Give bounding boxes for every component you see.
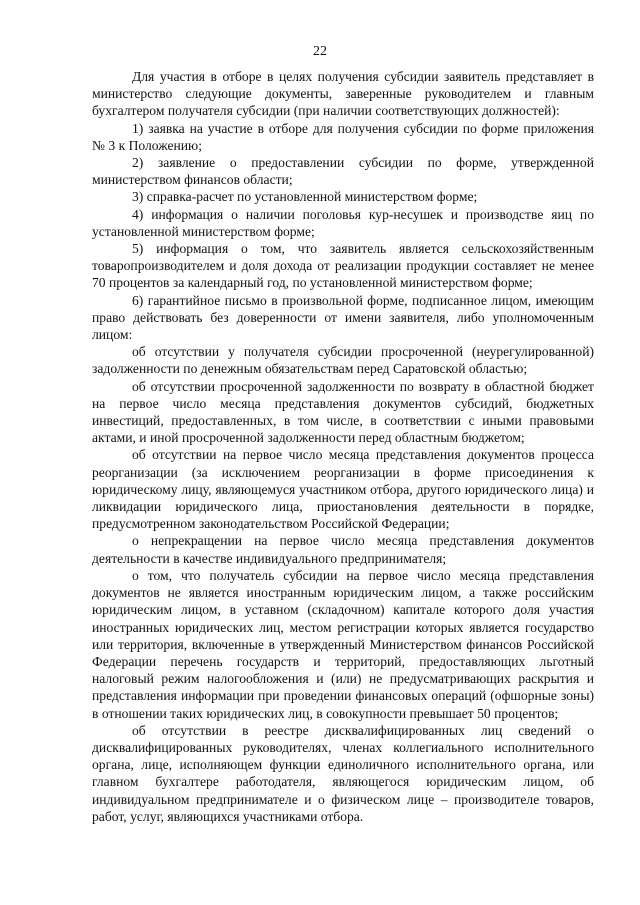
paragraph-intro: Для участия в отборе в целях получения субсидии заявитель представляет в министерство следующие документы, заверенные руководителем и главным бухгалтером получателя субсидии (при наличии соответствующих должностей): bbox=[92, 69, 594, 119]
guarantee-clause-6: об отсутствии в реестре дисквалифицированных лиц сведений о дисквалифицированных руководителях, членах коллегиального исполнительного органа, лице, исполняющем функции единоличного исполнительного органа, или главном бухгалтере работодателя, являющегося юридическим лицом, об индивидуальном предпринимателе и о физическом лице – производителе товаров, работ, услуг, являющихся участниками отбора. bbox=[92, 722, 594, 824]
list-item-3: 3) справка-расчет по установленной министерством форме; bbox=[132, 189, 478, 205]
body-text bbox=[92, 68, 594, 825]
list-item-1: 1) заявка на участие в отборе для получения субсидии по форме приложения № 3 к Положению; bbox=[92, 120, 594, 153]
list-item-5: 5) информация о том, что заявитель является сельскохозяйственным товаропроизводителем и доля дохода от реализации продукции составляет не менее 70 процентов за календарный год, по установленной министерством форме; bbox=[92, 241, 594, 291]
guarantee-clause-5: о том, что получатель субсидии на первое число месяца представления документов не является иностранным юридическим лицом, а также российским юридическим лицом, в уставном (складочном) капитале которого доля участия иностранных юридических лиц, местом регистрации которых является государство или территория, включенные в утвержденный Министерством финансов Российской Федерации перечень государств и территорий, предоставляющих льготный налоговый режим налогообложения и (или) не предусматривающих раскрытия и представления информации при проведении финансовых операций (офшорные зоны) в отношении таких юридических лиц, в совокупности превышает 50 процентов; bbox=[92, 567, 594, 721]
guarantee-clause-1: об отсутствии у получателя субсидии просроченной (неурегулированной) задолженности по денежным обязательствам перед Саратовской областью; bbox=[92, 344, 594, 377]
guarantee-clause-3: об отсутствии на первое число месяца представления документов процесса реорганизации (за исключением реорганизации в форме присоединения к юридическому лицу, являющемуся участником отбора, другого юридического лица) и ликвидации юридического лица, приостановления деятельности в порядке, предусмотренном законодательством Российской Федерации; bbox=[92, 447, 594, 532]
guarantee-clause-2: об отсутствии просроченной задолженности по возврату в областной бюджет на первое число месяца представления документов субсидий, бюджетных инвестиций, предоставленных, в том числе, в соответствии с иными правовыми актами, и иной просроченной задолженности перед областным бюджетом; bbox=[92, 378, 594, 446]
list-item-6: 6) гарантийное письмо в произвольной форме, подписанное лицом, имеющим право действовать без доверенности от имени заявителя, либо уполномоченным лицом: bbox=[92, 292, 594, 343]
guarantee-clause-4: о непрекращении на первое число месяца представления документов деятельности в качестве индивидуального предпринимателя; bbox=[92, 533, 594, 566]
list-item-2: 2) заявление о предоставлении субсидии по форме, утвержденной министерством финансов области; bbox=[92, 155, 594, 188]
list-item-4: 4) информация о наличии поголовья кур-несушек и производстве яиц по установленной министерством форме; bbox=[92, 206, 594, 239]
page-number: 22 bbox=[313, 44, 327, 59]
